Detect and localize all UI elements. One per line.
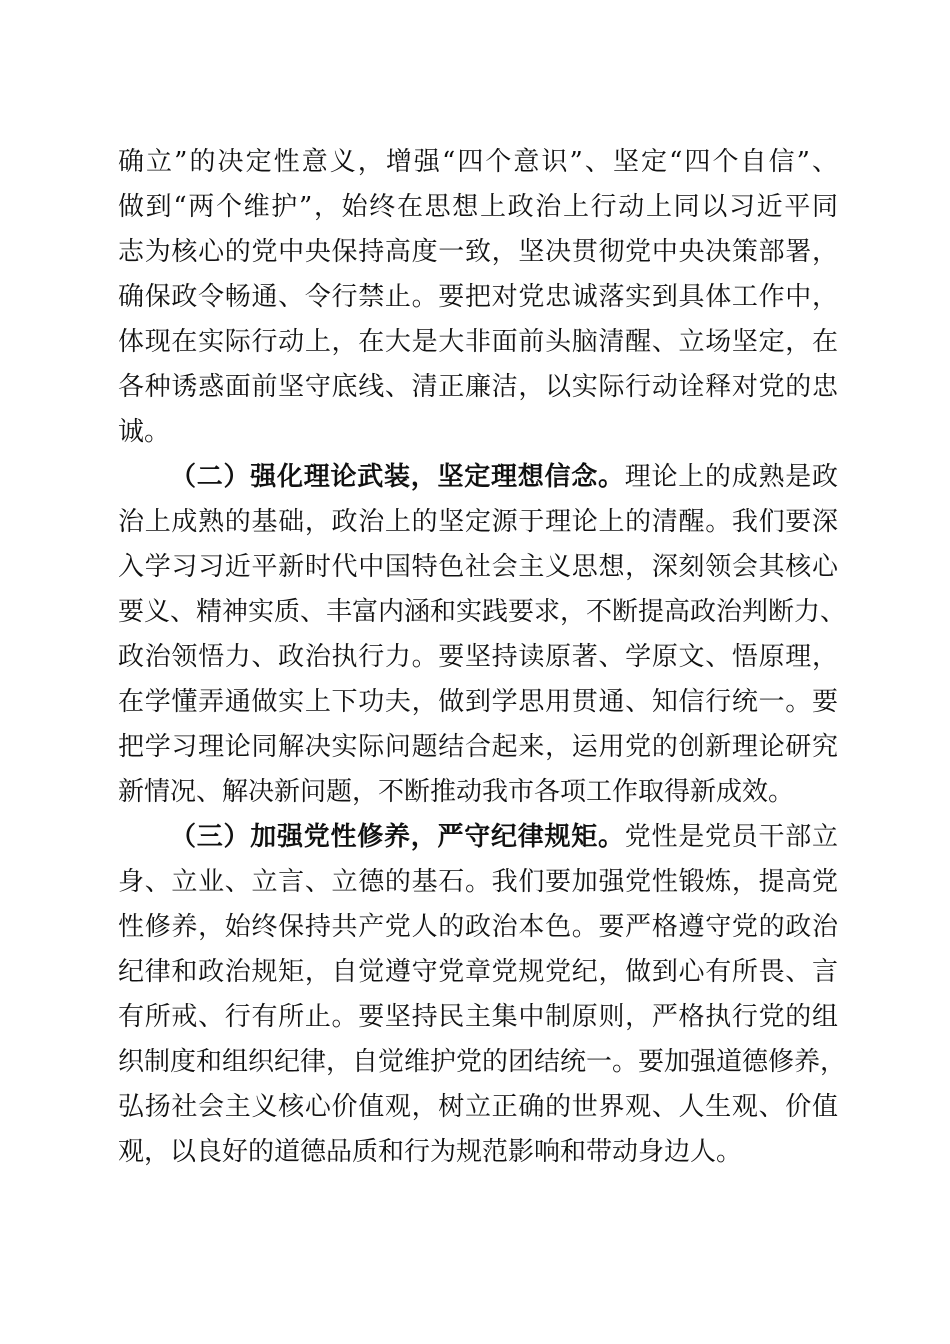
paragraph-1-line: 确立”的决定性意义，增强“四个意识”、坚定“四个自信”、 — [118, 147, 838, 177]
paragraph-2-line: 要义、精神实质、丰富内涵和实践要求，不断提高政治判断力、 — [118, 597, 847, 627]
section-heading-3: （三）加强党性修养，严守纪律规矩。 — [170, 822, 625, 852]
paragraph-3 — [118, 815, 847, 1175]
paragraph-1-line: 各种诱惑面前坚守底线、清正廉洁，以实际行动诠释对党的忠 — [118, 372, 838, 402]
paragraph-3-line: 弘扬社会主义核心价值观，树立正确的世界观、人生观、价值 — [118, 1092, 838, 1122]
paragraph-2-line: 入学习习近平新时代中国特色社会主义思想，深刻领会其核心 — [118, 552, 838, 582]
paragraph-1-line: 体现在实际行动上，在大是大非面前头脑清醒、立场坚定，在 — [118, 327, 838, 357]
paragraph-2-line: 把学习理论同解决实际问题结合起来，运用党的创新理论研究 — [118, 732, 838, 762]
paragraph-3-line: 有所戒、行有所止。要坚持民主集中制原则，严格执行党的组 — [118, 1002, 838, 1032]
paragraph-2 — [118, 455, 847, 815]
paragraph-1-line: 做到“两个维护”，始终在思想上政治上行动上同以习近平同 — [118, 192, 838, 222]
paragraph-2-line: 政治领悟力、政治执行力。要坚持读原著、学原文、悟原理， — [118, 642, 838, 672]
paragraph-1-line: 确保政令畅通、令行禁止。要把对党忠诚落实到具体工作中， — [118, 282, 838, 312]
paragraph-3-line: 身、立业、立言、立德的基石。我们要加强党性锻炼，提高党 — [118, 867, 838, 897]
paragraph-3-line: 织制度和组织纪律，自觉维护党的团结统一。要加强道德修养， — [118, 1047, 847, 1077]
paragraph-1-line: 志为核心的党中央保持高度一致，坚决贯彻党中央决策部署， — [118, 237, 838, 267]
paragraph-3-line: 纪律和政治规矩，自觉遵守党章党规党纪，做到心有所畏、言 — [118, 957, 838, 987]
section-heading-2: （二）强化理论武装，坚定理想信念。 — [170, 462, 625, 492]
paragraph-3-line: 性修养，始终保持共产党人的政治本色。要严格遵守党的政治 — [118, 912, 838, 942]
paragraph-3-first-line — [118, 815, 838, 860]
paragraph-2-line: 新情况、解决新问题，不断推动我市各项工作取得新成效。 — [118, 777, 795, 807]
document-body — [118, 140, 847, 1175]
paragraph-2-first-line — [118, 455, 838, 500]
paragraph-2-first-line-text: 理论上的成熟是政 — [624, 462, 838, 492]
paragraph-3-first-line-text: 党性是党员干部立 — [624, 822, 838, 852]
paragraph-2-line: 治上成熟的基础，政治上的坚定源于理论上的清醒。我们要深 — [118, 507, 838, 537]
paragraph-3-line: 观，以良好的道德品质和行为规范影响和带动身边人。 — [118, 1137, 743, 1167]
paragraph-1-line: 诚。 — [118, 417, 171, 447]
paragraph-2-line: 在学懂弄通做实上下功夫，做到学思用贯通、知信行统一。要 — [118, 687, 838, 717]
paragraph-1 — [118, 140, 838, 455]
